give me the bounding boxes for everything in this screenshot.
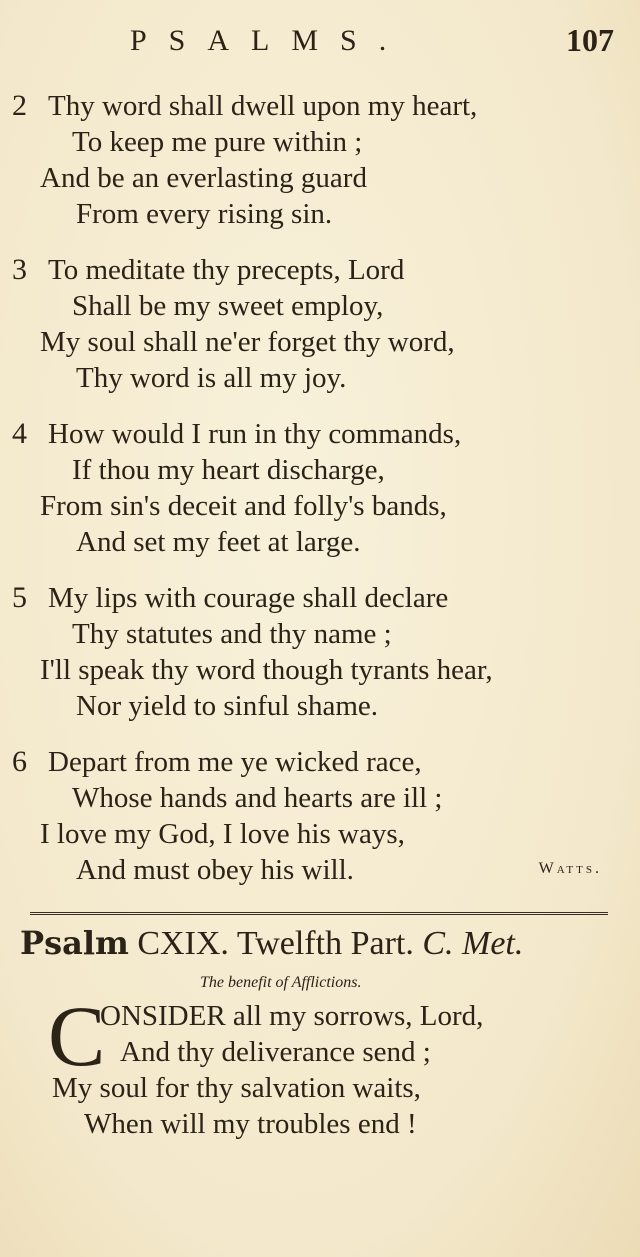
psalm-label: Psalm <box>20 924 129 962</box>
verse-line: To keep me pure within ; <box>72 126 363 158</box>
stanza-2 <box>0 88 640 232</box>
verse-line: And thy deliverance send ; <box>120 1036 431 1068</box>
running-head: PSALMS. <box>130 24 409 57</box>
stanza-number: 3 <box>12 253 27 286</box>
author-attribution: Watts. <box>538 860 602 877</box>
verse-line: And set my feet at large. <box>76 526 361 558</box>
verse-line: I love my God, I love his ways, <box>40 818 405 850</box>
verse-line: My soul shall ne'er forget thy word, <box>40 326 455 358</box>
verse-line: ONSIDER all my sorrows, Lord, <box>100 1000 484 1032</box>
stanza-4 <box>0 416 640 560</box>
stanza-number: 4 <box>12 417 27 450</box>
psalm-title: CXIX. Twelfth Part. <box>137 925 414 962</box>
page-number: 107 <box>566 22 614 58</box>
stanza-5 <box>0 580 640 724</box>
verse-line: From sin's deceit and folly's bands, <box>40 490 447 522</box>
verse-line: From every rising sin. <box>76 198 333 230</box>
verse-line: Nor yield to sinful shame. <box>76 690 379 722</box>
verse-line: To meditate thy precepts, Lord <box>48 254 405 286</box>
psalm-heading <box>20 924 630 963</box>
psalm-meter: C. Met. <box>422 925 524 962</box>
stanza-number: 2 <box>12 89 27 122</box>
section-divider <box>30 912 608 915</box>
verse-line: My soul for thy salvation waits, <box>52 1072 421 1104</box>
verse-line: And be an everlasting guard <box>40 162 367 194</box>
stanza-3 <box>0 252 640 396</box>
verse-line: If thou my heart discharge, <box>72 454 385 486</box>
verse-line: Thy word is all my joy. <box>76 362 347 394</box>
verse-line: Shall be my sweet employ, <box>72 290 384 322</box>
psalm-subtitle: The benefit of Afflictions. <box>200 974 362 991</box>
verse-line: How would I run in thy commands, <box>48 418 462 450</box>
hymn-stanzas <box>0 88 640 908</box>
verse-line: Whose hands and hearts are ill ; <box>72 782 443 814</box>
stanza-number: 5 <box>12 581 27 614</box>
verse-line: When will my troubles end ! <box>84 1108 417 1140</box>
verse-line: Thy word shall dwell upon my heart, <box>48 90 478 122</box>
drop-cap: C <box>48 988 106 1084</box>
verse-line: Thy statutes and thy name ; <box>72 618 392 650</box>
verse-line: Depart from me ye wicked race, <box>48 746 422 778</box>
verse-line: I'll speak thy word though tyrants hear, <box>40 654 493 686</box>
opening-stanza <box>0 988 640 1142</box>
verse-line: And must obey his will. <box>76 854 354 886</box>
stanza-number: 6 <box>12 745 27 778</box>
verse-line: My lips with courage shall declare <box>48 582 449 614</box>
